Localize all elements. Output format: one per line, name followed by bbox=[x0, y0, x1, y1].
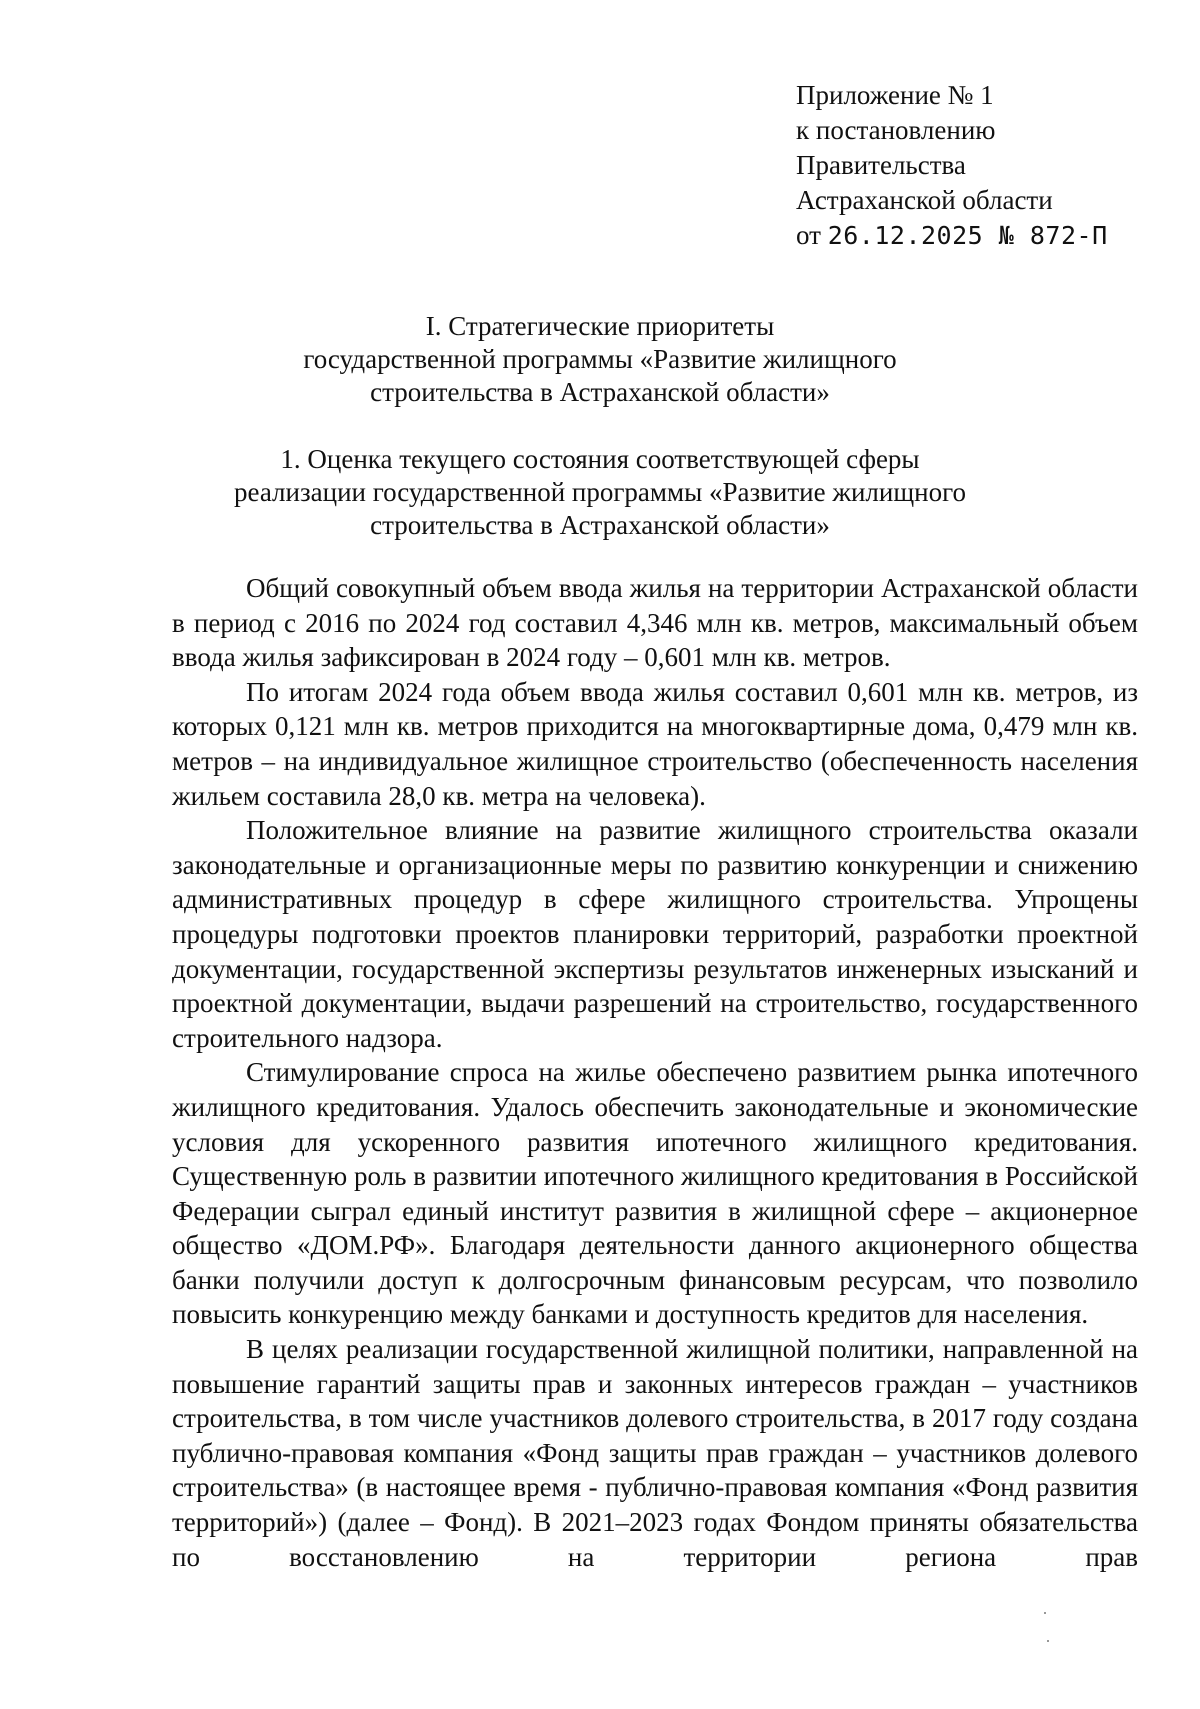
paragraph: Положительное влияние на развитие жилищного строительства оказали законодательные и организационные меры по развитию конкуренции и снижению административных процедур в сфере жилищного строительства. Упрощены процедуры подготовки проектов планировки территорий, разработки проектной документации, государственной экспертизы результатов инженерных изысканий и проектной документации, выдачи разрешений на строительство, государственного строительного надзора. bbox=[172, 815, 1138, 1053]
scan-speck bbox=[1044, 1612, 1046, 1614]
subsection-heading-line: реализации государственной программы «Развитие жилищного bbox=[234, 477, 966, 507]
subsection-heading-line: 1. Оценка текущего состояния соответствующей сферы bbox=[280, 444, 920, 474]
subsection-heading bbox=[160, 443, 1040, 542]
appendix-block bbox=[796, 78, 1108, 253]
section-heading bbox=[160, 310, 1040, 409]
appendix-line: к постановлению bbox=[796, 115, 996, 145]
appendix-line: Астраханской области bbox=[796, 185, 1053, 215]
paragraph: В целях реализации государственной жилищной политики, направленной на повышение гарантий защиты прав и законных интересов граждан – участников строительства, в том числе участников долевого строительства, в 2017 году создана публично-правовая компания «Фонд защиты прав граждан – участников долевого строительства» (в настоящее время - публично-правовая компания «Фонд развития территорий») (далее – Фонд). В 2021–2023 годах Фондом приняты обязательства по восстановлению на территории региона прав bbox=[172, 1334, 1138, 1572]
body-text bbox=[172, 571, 1138, 1574]
paragraph: Общий совокупный объем ввода жилья на территории Астраханской области в период с 2016 по 2024 год составил 4,346 млн кв. метров, максимальный объем ввода жилья зафиксирован в 2024 году – 0,601 млн кв. метров. bbox=[172, 573, 1138, 673]
section-heading-line: I. Стратегические приоритеты bbox=[425, 311, 775, 341]
appendix-title: Приложение № 1 bbox=[796, 80, 994, 110]
paragraph: Стимулирование спроса на жилье обеспечено развитием рынка ипотечного жилищного кредитования. Удалось обеспечить законодательные и экономические условия для ускоренного развития ипотечного жилищного кредитования. Существенную роль в развитии ипотечного жилищного кредитования в Российской Федерации сыграл единый институт развития в жилищной сфере – акционерное общество «ДОМ.РФ». Благодаря деятельности данного акционерного общества банки получили доступ к долгосрочным финансовым ресурсам, что позволило повысить конкуренцию между банками и доступность кредитов для населения. bbox=[172, 1057, 1138, 1330]
date-prefix: от bbox=[796, 220, 828, 250]
section-heading-line: строительства в Астраханской области» bbox=[370, 377, 830, 407]
appendix-date-line bbox=[796, 218, 1108, 253]
paragraph: По итогам 2024 года объем ввода жилья составил 0,601 млн кв. метров, из которых 0,121 млн кв. метров приходится на многоквартирные дома, 0,479 млн кв. метров – на индивидуальное жилищное строительство (обеспеченность населения жильем составила 28,0 кв. метра на человека). bbox=[172, 676, 1138, 811]
subsection-heading-line: строительства в Астраханской области» bbox=[370, 510, 830, 540]
date-stamp: 26.12.2025 № 872-П bbox=[827, 221, 1108, 250]
scan-speck bbox=[1047, 1640, 1049, 1642]
section-heading-line: государственной программы «Развитие жилищного bbox=[303, 344, 897, 374]
appendix-line: Правительства bbox=[796, 150, 966, 180]
